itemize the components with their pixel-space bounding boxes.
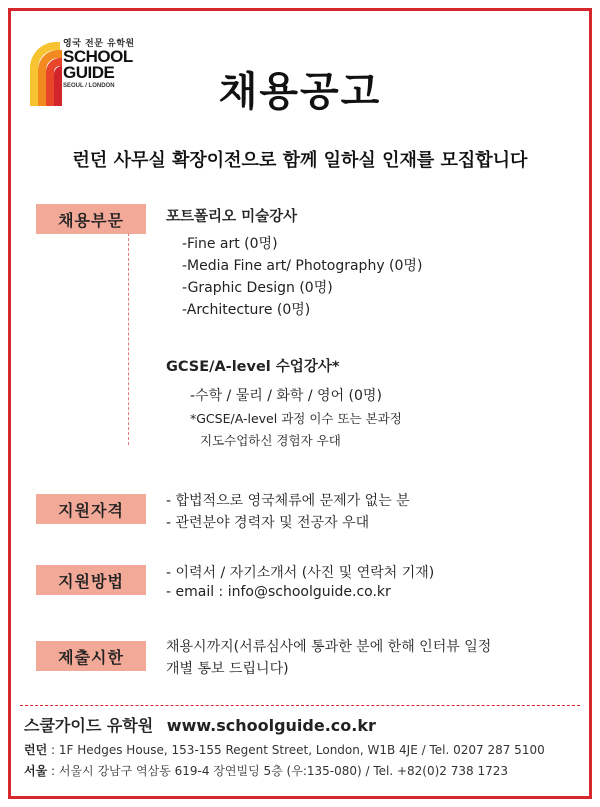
logo-korean: 영국 전문 유학원 <box>63 39 135 49</box>
qualification-badge: 지원자격 <box>36 494 146 524</box>
footer-seoul <box>24 762 508 779</box>
positions-badge: 채용부문 <box>36 204 146 234</box>
logo-school: SCHOOL <box>63 47 133 66</box>
method-badge: 지원방법 <box>36 565 146 595</box>
group1-item: -Fine art (0명) <box>182 236 278 252</box>
page-subtitle: 런던 사무실 확장이전으로 함께 일하실 인재를 모집합니다 <box>72 150 528 171</box>
qualification-line: - 합법적으로 영국체류에 문제가 없는 분 <box>166 493 410 509</box>
group2-note: 지도수업하신 경험자 우대 <box>200 433 341 448</box>
group2-item: -수학 / 물리 / 화학 / 영어 (0명) <box>190 388 382 404</box>
london-label: 런던 <box>24 743 48 757</box>
seoul-label: 서울 <box>24 764 48 778</box>
logo-guide: GUIDE <box>63 63 115 82</box>
logo-location: SEOUL / LONDON <box>63 83 115 89</box>
london-address: : 1F Hedges House, 153-155 Regent Street, London, W1B 4JE / Tel. 0207 287 5100 <box>47 743 545 757</box>
footer-london <box>24 741 545 758</box>
deadline-badge: 제출시한 <box>36 641 146 671</box>
footer-divider <box>20 705 580 706</box>
group1-item: -Graphic Design (0명) <box>182 280 333 296</box>
deadline-line: 개별 통보 드립니다) <box>166 661 289 677</box>
method-line: - 이력서 / 자기소개서 (사진 및 연락처 기재) <box>166 565 435 581</box>
group2-note: *GCSE/A-level 과정 이수 또는 본과정 <box>190 411 402 426</box>
group2-title: GCSE/A-level 수업강사* <box>166 359 340 375</box>
deadline-line: 채용시까지(서류심사에 통과한 분에 한해 인터뷰 일정 <box>166 639 492 655</box>
footer-website[interactable]: www.schoolguide.co.kr <box>166 716 376 735</box>
seoul-address: : 서울시 강남구 역삼동 619-4 장연빌딩 5층 (우:135-080) / Tel. +82(0)2 738 1723 <box>47 764 509 778</box>
group1-item: -Media Fine art/ Photography (0명) <box>182 258 423 274</box>
page-title: 채용공고 <box>218 68 382 115</box>
method-email: - email : info@schoolguide.co.kr <box>166 584 391 600</box>
group1-item: -Architecture (0명) <box>182 302 311 318</box>
qualification-line: - 관련분야 경력자 및 전공자 우대 <box>166 515 370 531</box>
footer-company-name: 스쿨가이드 유학원 <box>24 716 154 735</box>
positions-bracket <box>128 233 137 445</box>
footer-company <box>24 713 376 736</box>
group1-title: 포트폴리오 미술강사 <box>166 209 298 225</box>
